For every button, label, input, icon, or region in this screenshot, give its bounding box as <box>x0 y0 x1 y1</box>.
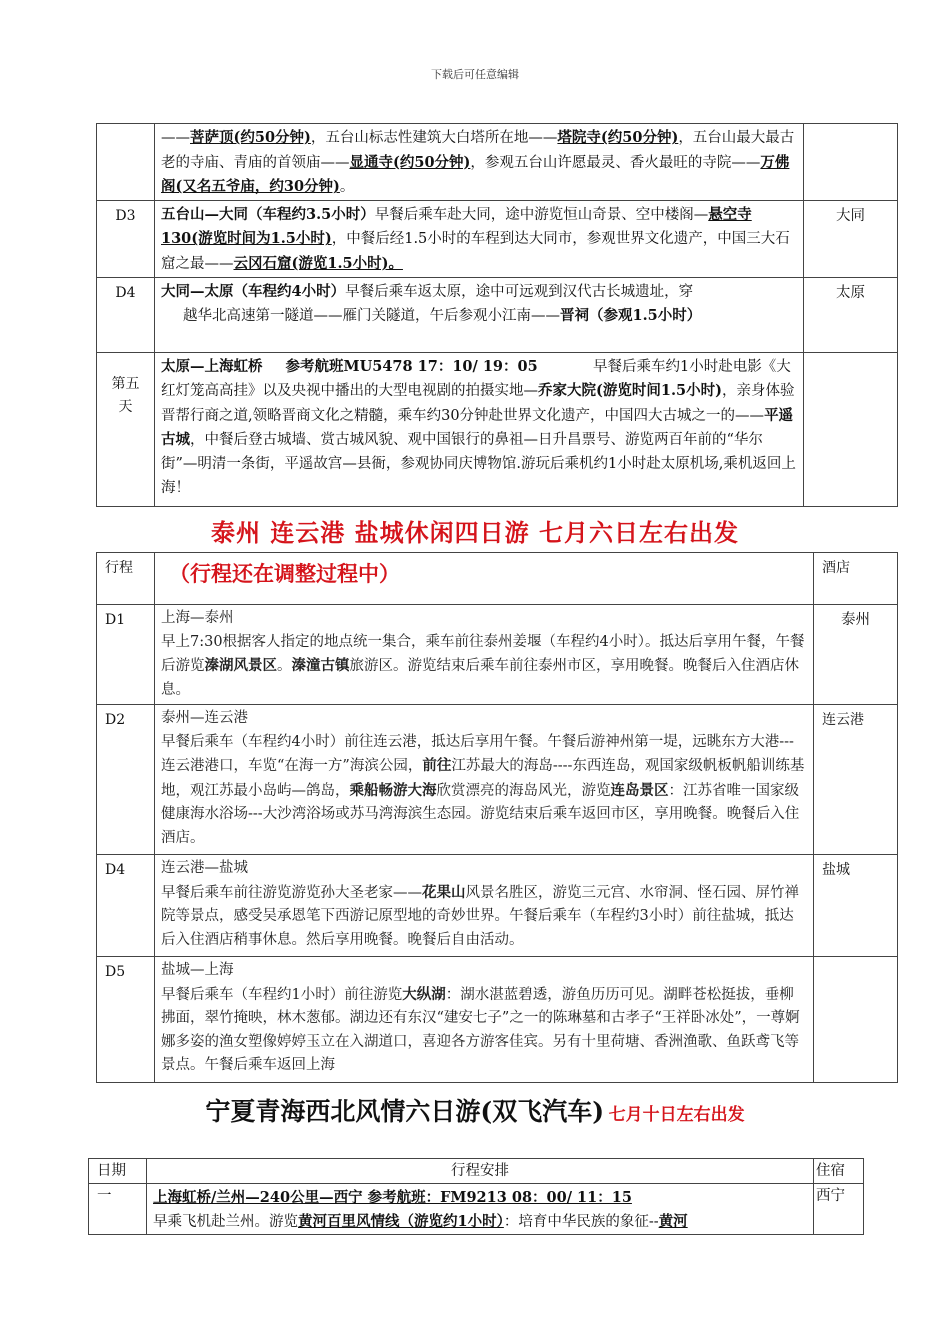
day-cell: D1 <box>97 605 155 705</box>
itinerary-table-northwest <box>88 1158 864 1235</box>
hotel-cell: 泰州 <box>814 605 898 705</box>
itinerary-cell: 上海虹桥/兰州—240公里—西宁 参考航班：FM9213 08：00/ 11：15 早乘飞机赴兰州。游览黄河百里风情线（游览约1小时）：培育中华民族的象征--黄河 <box>147 1184 814 1235</box>
column-header-hotel: 酒店 <box>814 553 898 605</box>
itinerary-table-shanxi <box>96 123 898 507</box>
day-cell: D5 <box>97 957 155 1083</box>
column-header-schedule: 行程安排 <box>147 1159 814 1184</box>
day-cell: 一 <box>89 1184 147 1235</box>
day-cell: D3 <box>97 200 155 277</box>
itinerary-cell: 盐城—上海 早餐后乘车（车程约1小时）前往游览大纵湖：湖水湛蓝碧透，游鱼历历可见。湖畔苍松挺拔，垂柳拂面，翠竹掩映，林木葱郁。湖边还有东汉“建安七子”之一的陈琳墓和古孝子“王祥卧冰处”，一尊婀娜多姿的渔女塑像婷婷玉立在入湖道口，喜迎各方游客佳宾。另有十里荷塘、香洲渔歌、鱼跃鸢飞等景点。午餐后乘车返回上海 <box>155 957 814 1083</box>
itinerary-cell: 连云港—盐城 早餐后乘车前往游览游览孙大圣老家——花果山风景名胜区，游览三元宫、水帘洞、怪石园、屏竹禅院等景点，感受吴承恩笔下西游记原型地的奇妙世界。午餐后乘车（车程约3小时）前往盐城，抵达后入住酒店稍事休息。然后享用晚餐。晚餐后自由活动。 <box>155 855 814 957</box>
hotel-cell: 西宁 <box>814 1184 864 1235</box>
column-header-route: 行程 <box>97 553 155 605</box>
itinerary-cell: 五台山—大同（车程约3.5小时）早餐后乘车赴大同，途中游览恒山奇景、空中楼阁—悬空寺130(游览时间为1.5小时)，中餐后经1.5小时的车程到达大同市，参观世界文化遗产，中国三大石窟之最——云冈石窟(游览1.5小时)。 <box>155 200 804 277</box>
hotel-cell: 盐城 <box>814 855 898 957</box>
day-cell: D2 <box>97 705 155 855</box>
itinerary-cell: 大同—太原（车程约4小时）早餐后乘车返太原，途中可远观到汉代古长城遗址，穿 越华北高速第一隧道——雁门关隧道，午后参观小江南——晋祠（参观1.5小时） <box>155 277 804 352</box>
tour-title-jiangsu: 泰州 连云港 盐城休闲四日游 七月六日左右出发 <box>210 518 740 547</box>
hotel-cell <box>804 124 898 201</box>
itinerary-cell: 太原—上海虹桥 参考航班MU5478 17：10/ 19：05 早餐后乘车约1小时赴电影《大红灯笼高高挂》以及央视中播出的大型电视剧的拍摄实地—乔家大院(游览时间1.5小时)，亲身体验晋帮行商之道,领略晋商文化之精髓，乘车约30分钟赴世界文化遗产，中国四大古城之一的——平遥古城，中餐后登古城墙、赏古城风貌、观中国银行的鼻祖—日升昌票号、游览两百年前的“华尔街”—明清一条街，平遥故宫—县衙，参观协同庆博物馆.游玩后乘机约1小时赴太原机场,乘机返回上海！ <box>155 352 804 506</box>
day-cell: D4 <box>97 277 155 352</box>
itinerary-cell: 泰州—连云港 早餐后乘车（车程约4小时）前往连云港，抵达后享用午餐。午餐后游神州第一堤，远眺东方大港---连云港港口，车览“在海一方”海滨公园，前往江苏最大的海岛----东西连岛，观国家级帆板帆船训练基地，观江苏最小岛屿—鸽岛，乘船畅游大海欣赏漂亮的海岛风光，游览连岛景区：江苏省唯一国家级健康海水浴场---大沙湾浴场或苏马湾海滨生态园。游览结束后乘车返回市区，享用晚餐。晚餐后入住酒店。 <box>155 705 814 855</box>
hotel-cell <box>814 957 898 1083</box>
hotel-cell: 连云港 <box>814 705 898 855</box>
hotel-cell <box>804 352 898 506</box>
column-header-date: 日期 <box>89 1159 147 1184</box>
itinerary-table-jiangsu <box>96 552 898 1083</box>
day-cell: D4 <box>97 855 155 957</box>
column-header-note: （行程还在调整过程中） <box>155 553 814 605</box>
day-cell: 第五天 <box>97 352 155 506</box>
page-header: 下载后可任意编辑 <box>431 68 519 81</box>
hotel-cell: 太原 <box>804 277 898 352</box>
column-header-lodging: 住宿 <box>814 1159 864 1184</box>
tour-title-northwest: 宁夏青海西北风情六日游(双飞汽车) 七月十日左右出发 <box>205 1097 745 1126</box>
hotel-cell: 大同 <box>804 200 898 277</box>
day-cell <box>97 124 155 201</box>
itinerary-cell: 上海—泰州 早上7:30根据客人指定的地点统一集合，乘车前往泰州姜堰（车程约4小时）。抵达后享用午餐，午餐后游览溱湖风景区。溱潼古镇旅游区。游览结束后乘车前往泰州市区，享用晚餐。晚餐后入住酒店休息。 <box>155 605 814 705</box>
itinerary-cell: ——菩萨顶(约50分钟)，五台山标志性建筑大白塔所在地——塔院寺(约50分钟)，五台山最大最古老的寺庙、青庙的首领庙——显通寺(约50分钟)，参观五台山许愿最灵、香火最旺的寺院——万佛阁(又名五爷庙，约30分钟)。 <box>155 124 804 201</box>
